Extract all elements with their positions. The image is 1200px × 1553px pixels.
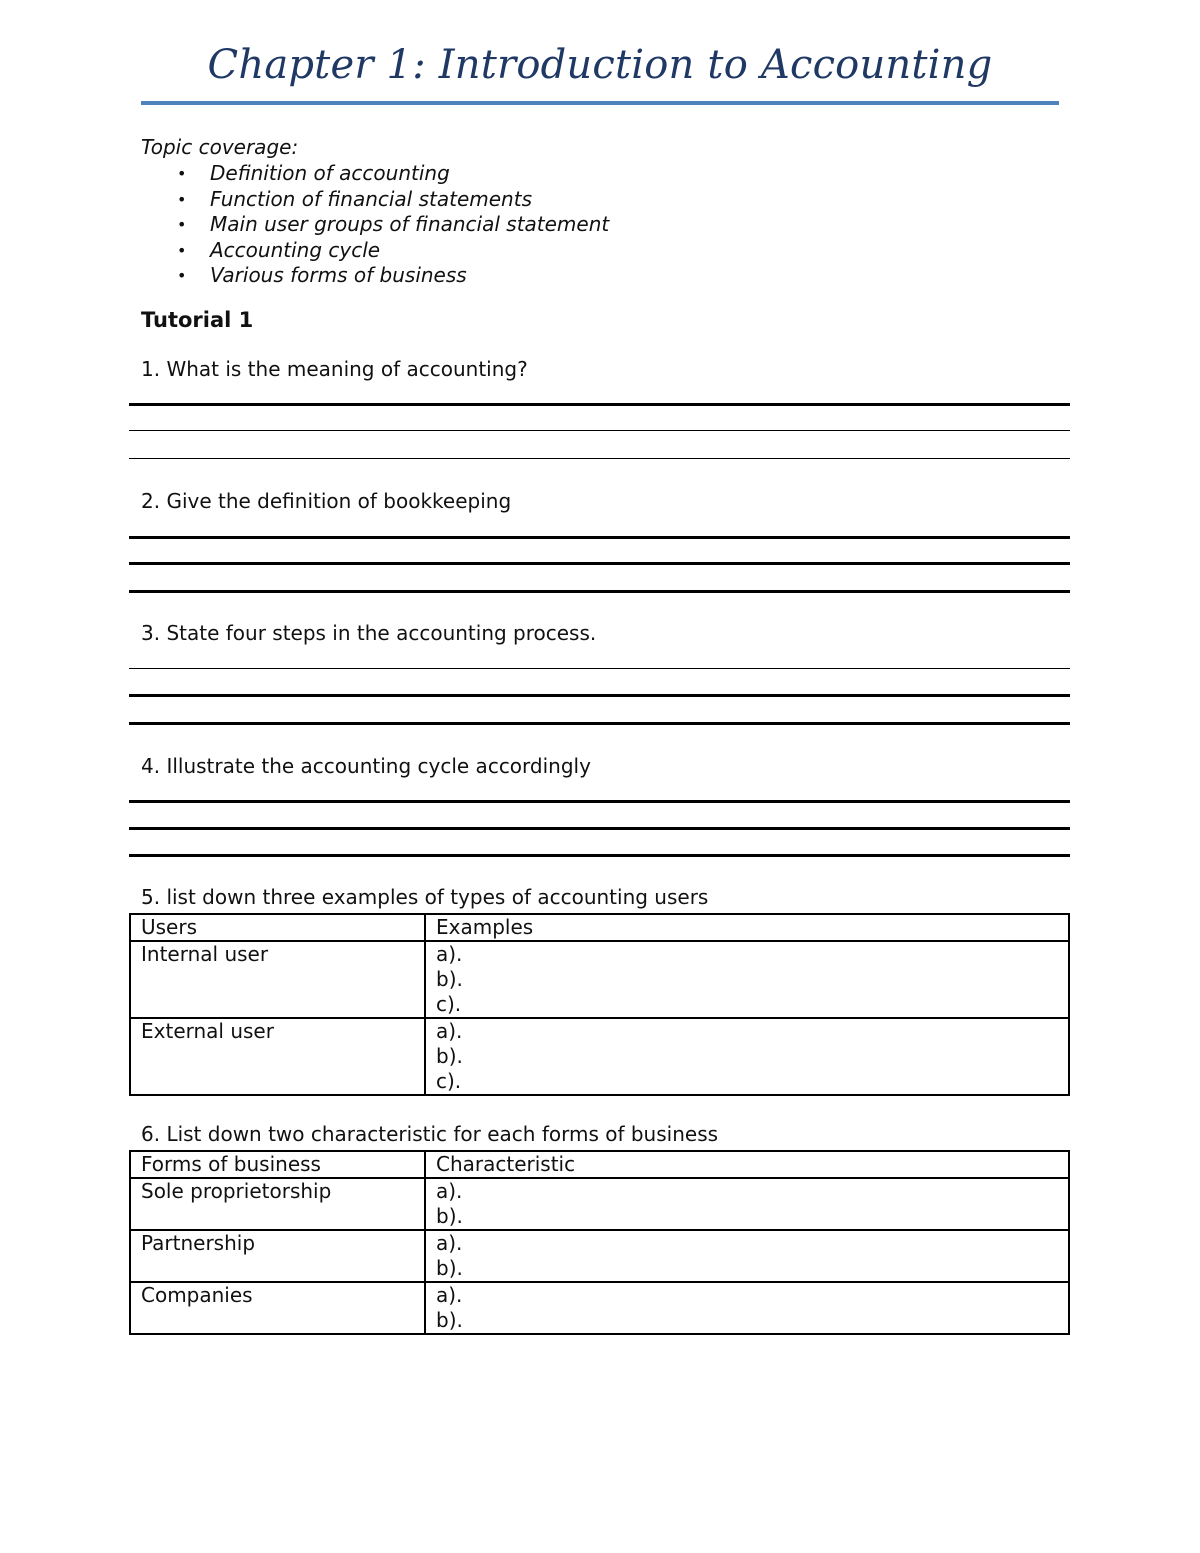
answer-line xyxy=(129,827,1070,830)
table-row xyxy=(130,1018,1069,1095)
table-cell-label: Partnership xyxy=(130,1230,425,1282)
table-row xyxy=(130,941,1069,1018)
tutorial-heading: Tutorial 1 xyxy=(141,308,254,332)
answer-line xyxy=(129,854,1070,857)
topic-item: • Function of financial statements xyxy=(177,186,532,211)
table-cell-items: a). b). xyxy=(425,1178,1069,1230)
table-cell-items: a). b). c). xyxy=(425,941,1069,1018)
answer-line xyxy=(129,403,1070,406)
question-6: 6. List down two characteristic for each forms of business xyxy=(141,1122,719,1146)
topic-coverage-label: Topic coverage: xyxy=(141,135,299,159)
answer-line xyxy=(129,668,1070,669)
table-row xyxy=(130,1178,1069,1230)
table-header-cell: Users xyxy=(130,914,425,941)
bullet-icon: • xyxy=(177,164,187,183)
table-cell-items: a). b). c). xyxy=(425,1018,1069,1095)
business-forms-table xyxy=(129,1150,1070,1335)
table-cell-label: Sole proprietorship xyxy=(130,1178,425,1230)
table-cell-label: Internal user xyxy=(130,941,425,1018)
title-underline xyxy=(141,101,1059,105)
table-cell-label: External user xyxy=(130,1018,425,1095)
answer-line xyxy=(129,694,1070,697)
topic-item: • Various forms of business xyxy=(177,263,467,287)
topic-item: • Definition of accounting xyxy=(177,161,450,185)
question-2: 2. Give the definition of bookkeeping xyxy=(141,489,512,513)
users-table xyxy=(129,913,1070,1096)
answer-line xyxy=(129,562,1070,565)
bullet-icon: • xyxy=(177,240,187,260)
table-header-row xyxy=(130,914,1069,941)
table-cell-label: Companies xyxy=(130,1282,425,1334)
page-title: Chapter 1: Introduction to Accounting xyxy=(207,42,993,88)
question-4: 4. Illustrate the accounting cycle accordingly xyxy=(141,754,591,778)
table-row xyxy=(130,1282,1069,1334)
table-header-cell: Characteristic xyxy=(425,1151,1069,1178)
answer-line xyxy=(129,536,1070,539)
answer-line xyxy=(129,590,1070,593)
question-3: 3. State four steps in the accounting process. xyxy=(141,621,597,645)
answer-line xyxy=(129,458,1070,459)
table-cell-items: a). b). xyxy=(425,1230,1069,1282)
table-cell-items: a). b). xyxy=(425,1282,1069,1334)
table-header-cell: Forms of business xyxy=(130,1151,425,1178)
topic-item: • Accounting cycle xyxy=(177,237,381,262)
table-row xyxy=(130,1230,1069,1282)
bullet-icon: • xyxy=(177,189,187,209)
topic-item: • Main user groups of financial statement xyxy=(177,212,610,236)
answer-line xyxy=(129,430,1070,431)
topic-list xyxy=(141,161,609,289)
table-header-cell: Examples xyxy=(425,914,1069,941)
answer-line xyxy=(129,800,1070,803)
question-5: 5. list down three examples of types of accounting users xyxy=(141,885,709,909)
table-header-row xyxy=(130,1151,1069,1178)
answer-line xyxy=(129,722,1070,725)
bullet-icon: • xyxy=(177,215,187,234)
bullet-icon: • xyxy=(177,266,187,285)
question-1: 1. What is the meaning of accounting? xyxy=(141,357,528,381)
